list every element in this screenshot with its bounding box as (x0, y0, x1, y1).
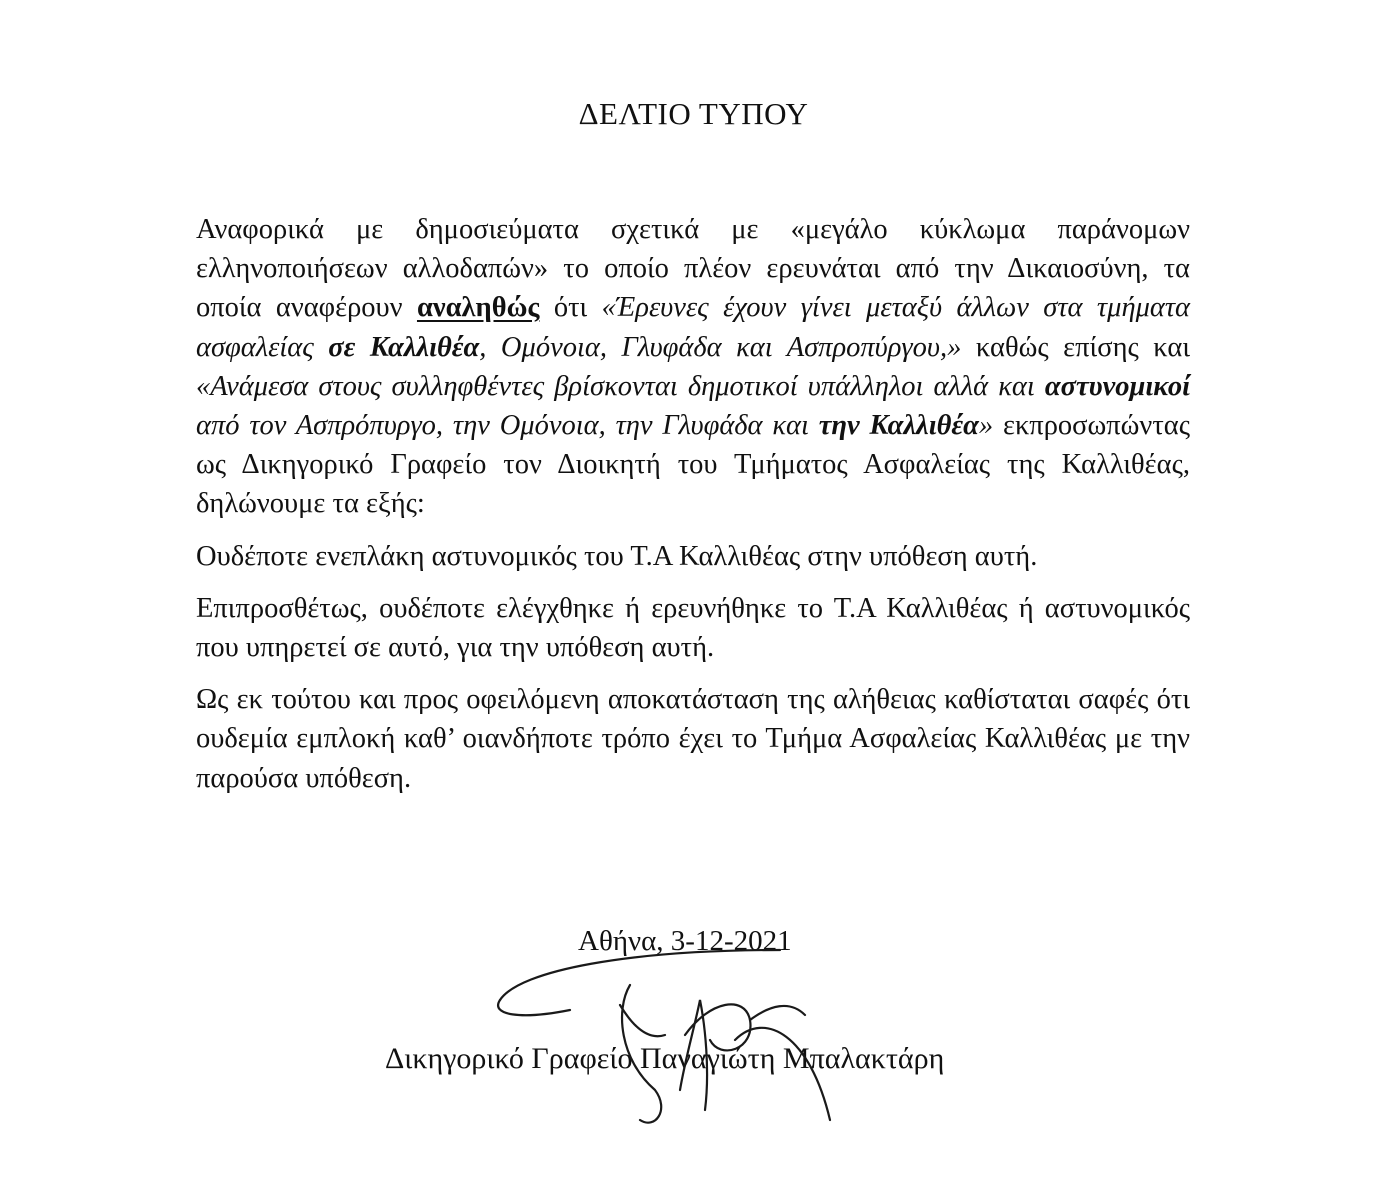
quote-2-start: «Ανάμεσα στους συλληφθέντες βρίσκονται δημοτικοί υπάλληλοι αλλά και (196, 370, 1045, 402)
quote-1-emphasis: σε Καλλιθέα (328, 331, 480, 363)
handwritten-signature (480, 940, 840, 1140)
quote-1-start: «Έρευνες έχουν γίνει μεταξύ άλλων στα τμήματα ασφαλείας (196, 292, 1191, 363)
signer-name: Δικηγορικό Γραφείο Παναγιώτη Μπαλακτάρη (385, 1042, 945, 1075)
paragraph-never-involved: Ουδέποτε ενεπλάκη αστυνομικός του Τ.Α Καλλιθέας στην υπόθεση αυτή. (196, 540, 1038, 572)
quote-1-end: , Ομόνοια, Γλυφάδα και Ασπροπύργου,» (479, 331, 962, 363)
quote-2-emphasis-kallithea: την Καλλιθέα (818, 410, 979, 442)
document-date: Αθήνα, 3-12-2021 (578, 925, 792, 957)
text-segment: καθώς επίσης και (961, 331, 1191, 363)
paragraph-intro (196, 210, 1190, 524)
press-release-body (196, 210, 1190, 798)
quote-2-end: » (978, 410, 994, 442)
paragraph-never-investigated: Επιπροσθέτως, ουδέποτε ελέγχθηκε ή ερευνήθηκε το Τ.Α Καλλιθέας ή αστυνομικός που υπηρετεί σε αυτό, για την υπόθεση αυτή. (196, 592, 1190, 664)
page-title: ΔΕΛΤΙΟ ΤΥΠΟΥ (578, 96, 809, 131)
quote-2-middle: από τον Ασπρόπυργο, την Ομόνοια, την Γλυφάδα και (196, 410, 819, 442)
text-segment: Αναφορικά με δημοσιεύματα σχετικά με «μεγάλο κύκλωμα παράνομων ελληνοποιήσεων αλλοδαπών» το οποίο πλέον ερευνάται από την Δικαιοσύνη, τα οποία αναφέρουν (196, 214, 1190, 324)
emphasis-untruthfully: αναληθώς (416, 292, 540, 324)
text-segment: εκπροσωπώντας ως Δικηγορικό Γραφείο τον Διοικητή του Τμήματος Ασφαλείας της Καλλιθέας, δηλώνουμε τα εξής: (196, 410, 1190, 520)
text-segment: ότι (539, 292, 602, 324)
paragraph-conclusion: Ως εκ τούτου και προς οφειλόμενη αποκατάσταση της αλήθειας καθίσταται σαφές ότι ουδεμία εμπλοκή καθ’ οιανδήποτε τρόπο έχει το Τμήμα Ασφαλείας Καλλιθέας με την παρούσα υπόθεση. (196, 684, 1190, 794)
quote-2-emphasis-police: αστυνομικοί (1044, 370, 1190, 402)
